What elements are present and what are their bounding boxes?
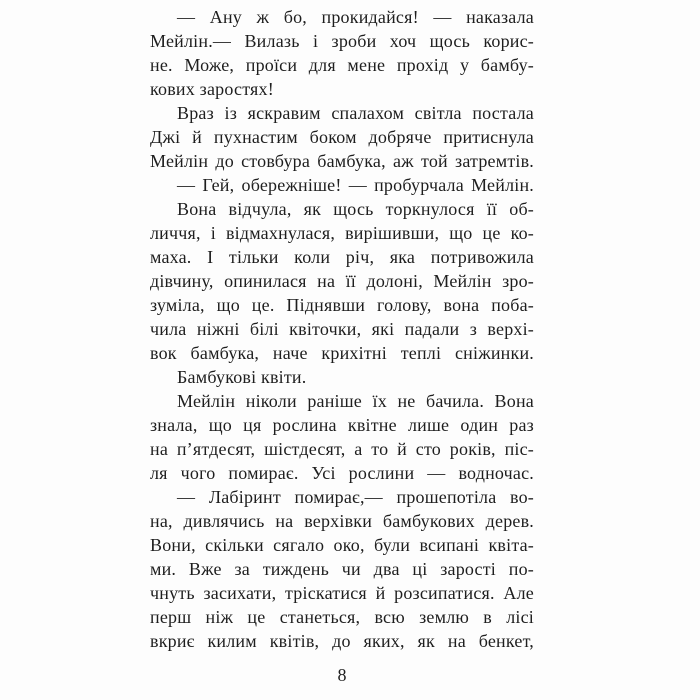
text-block	[150, 5, 534, 653]
text-line: не. Може, проїси для мене прохід у бамбу-	[150, 55, 534, 75]
text-line: — Гей, обережніше! — пробурчала Мейлін.	[177, 175, 534, 195]
text-line: знала, що ця рослина квітне лише один раз	[150, 415, 534, 435]
text-line: — Лабіринт помирає,— прошепотіла во-	[177, 487, 534, 507]
text-line: на п’ятдесят, шістдесят, а то й сто років, піс-	[150, 439, 534, 459]
text-line: Бамбукові квіти.	[177, 367, 307, 387]
text-line: чнуть засихати, тріскатися й розсипатися. Але	[150, 583, 534, 603]
text-line: ля чого помирає. Усі рослини — водночас.	[150, 463, 534, 483]
text-line: перш ніж це станеться, всю землю в лісі	[150, 607, 534, 627]
page-number: 8	[337, 665, 347, 685]
text-line: личчя, і відмахнулася, вирішивши, що це ко-	[150, 223, 534, 243]
text-line: чила ніжні білі квіточки, які падали з верхі-	[150, 319, 534, 339]
text-line: зуміла, що це. Піднявши голову, вона поба-	[150, 295, 534, 315]
text-line: Джі й пухнастим боком добряче притиснула	[150, 127, 534, 147]
text-line: на, дивлячись на верхівки бамбукових дерев.	[150, 511, 534, 531]
text-line: маха. І тільки коли річ, яка потривожила	[150, 247, 534, 267]
text-line: дівчину, опинилася на її долоні, Мейлін зро-	[150, 271, 534, 291]
text-line: Мейлін.— Вилазь і зроби хоч щось корис-	[150, 31, 534, 51]
text-line: ми. Вже за тиждень чи два ці зарості по-	[150, 559, 534, 579]
text-line: вкриє килим квітів, до яких, як на бенкет,	[150, 631, 534, 651]
text-line: Враз із яскравим спалахом світла постала	[177, 103, 534, 123]
text-line: Вона відчула, як щось торкнулося її об-	[177, 199, 534, 219]
text-line: — Ану ж бо, прокидайся! — наказала	[177, 7, 534, 27]
text-line: кових заростях!	[150, 79, 274, 99]
text-line: Мейлін ніколи раніше їх не бачила. Вона	[177, 391, 534, 411]
text-line: Мейлін до стовбура бамбука, аж той затремтів.	[150, 151, 534, 171]
text-line: Вони, скільки сягало око, були всипані квіта-	[150, 535, 534, 555]
text-line: вок бамбука, наче крихітні теплі сніжинки.	[150, 343, 534, 363]
